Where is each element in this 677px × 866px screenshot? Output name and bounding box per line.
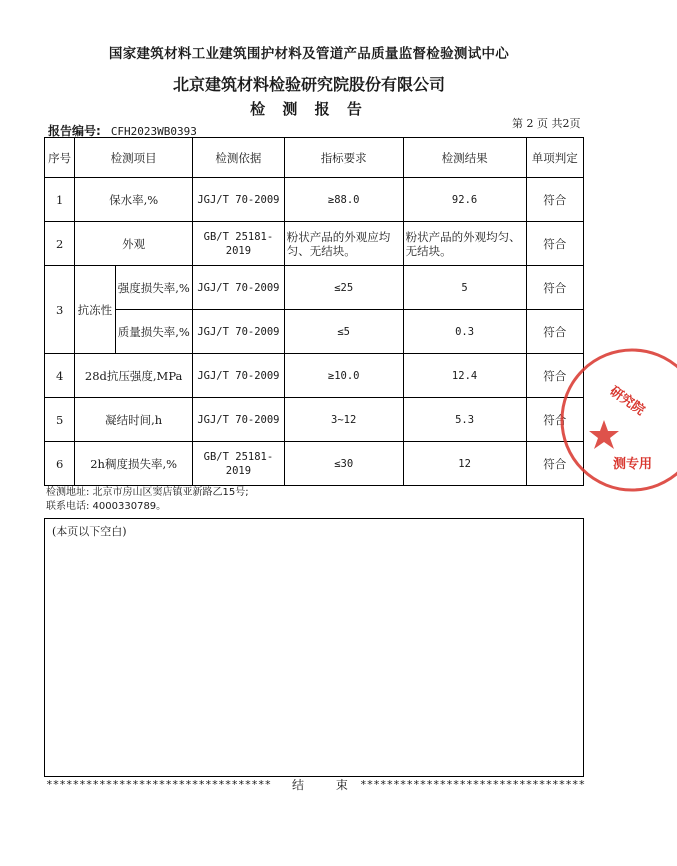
row-req: ≤25 [284,266,403,310]
header-cell: 序号 [45,138,75,178]
table-row [45,398,584,442]
row-req: 粉状产品的外观应均匀、无结块。 [284,222,403,266]
table-row [45,266,584,310]
row-verdict: 符合 [526,222,583,266]
row-verdict: 符合 [526,398,583,442]
row-item: 保水率,% [75,178,193,222]
row-req: ≤30 [284,442,403,486]
row-basis: JGJ/T 70-2009 [193,178,285,222]
contact-phone: 联系电话: 4000330789。 [46,501,167,512]
row-item: 凝结时间,h [75,398,193,442]
row-verdict: 符合 [526,354,583,398]
row-no: 1 [45,178,75,222]
test-address: 检测地址: 北京市房山区窦店镇亚新路乙15号; [46,487,249,498]
table-row [45,354,584,398]
row-basis: JGJ/T 70-2009 [193,266,285,310]
header-cell: 检测项目 [75,138,193,178]
header-cell: 检测结果 [403,138,526,178]
row-req: ≤5 [284,310,403,354]
table-row [45,178,584,222]
row-result: 0.3 [403,310,526,354]
row-result: 12.4 [403,354,526,398]
end-text: 结 束 [292,778,362,792]
row-item: 强度损失率,% [115,266,193,310]
row-no: 4 [45,354,75,398]
row-item: 28d抗压强度,MPa [75,354,193,398]
header-cell: 单项判定 [526,138,583,178]
row-no: 2 [45,222,75,266]
blank-note: (本页以下空白) [52,525,127,538]
table-row [45,222,584,266]
end-stars-left: ********************************** [46,778,272,791]
page-info: 第 2 页 共2页 [512,117,581,130]
row-req: ≥88.0 [284,178,403,222]
table-header-row [45,138,584,178]
report-number-label: 报告编号: [48,124,101,138]
official-seal [557,335,677,505]
row-result: 12 [403,442,526,486]
row-item: 外观 [75,222,193,266]
table-row [45,310,584,354]
row-req: 3~12 [284,398,403,442]
report-number-value: CFH2023WB0393 [110,125,197,138]
row-basis: JGJ/T 70-2009 [193,398,285,442]
row-verdict: 符合 [526,266,583,310]
row-basis: GB/T 25181-2019 [193,442,285,486]
row-result: 5.3 [403,398,526,442]
row-req: ≥10.0 [284,354,403,398]
row-verdict: 符合 [526,178,583,222]
seal-bottom-text: 测专用 [613,457,653,472]
seal-text: 研究院 [606,383,648,419]
row-no: 6 [45,442,75,486]
end-stars-right: ********************************** [360,778,586,791]
row-result: 粉状产品的外观均匀、无结块。 [403,222,526,266]
org-line: 国家建筑材料工业建筑围护材料及管道产品质量监督检验测试中心 [108,46,510,62]
report-title: 检 测 报 告 [250,100,368,118]
company-name: 北京建筑材料检验研究院股份有限公司 [172,75,445,94]
address-block [46,486,249,514]
header-cell: 指标要求 [284,138,403,178]
row-no: 5 [45,398,75,442]
row-verdict: 符合 [526,310,583,354]
row-no: 3 [45,266,75,354]
table-row [45,442,584,486]
row-group: 抗冻性 [75,266,115,354]
row-item: 质量损失率,% [115,310,193,354]
row-item: 2h稠度损失率,% [75,442,193,486]
row-result: 5 [403,266,526,310]
row-basis: JGJ/T 70-2009 [193,310,285,354]
results-table [44,137,584,486]
row-basis: GB/T 25181-2019 [193,222,285,266]
row-result: 92.6 [403,178,526,222]
header-cell: 检测依据 [193,138,285,178]
row-verdict: 符合 [526,442,583,486]
row-basis: JGJ/T 70-2009 [193,354,285,398]
blank-area-frame [44,518,584,777]
